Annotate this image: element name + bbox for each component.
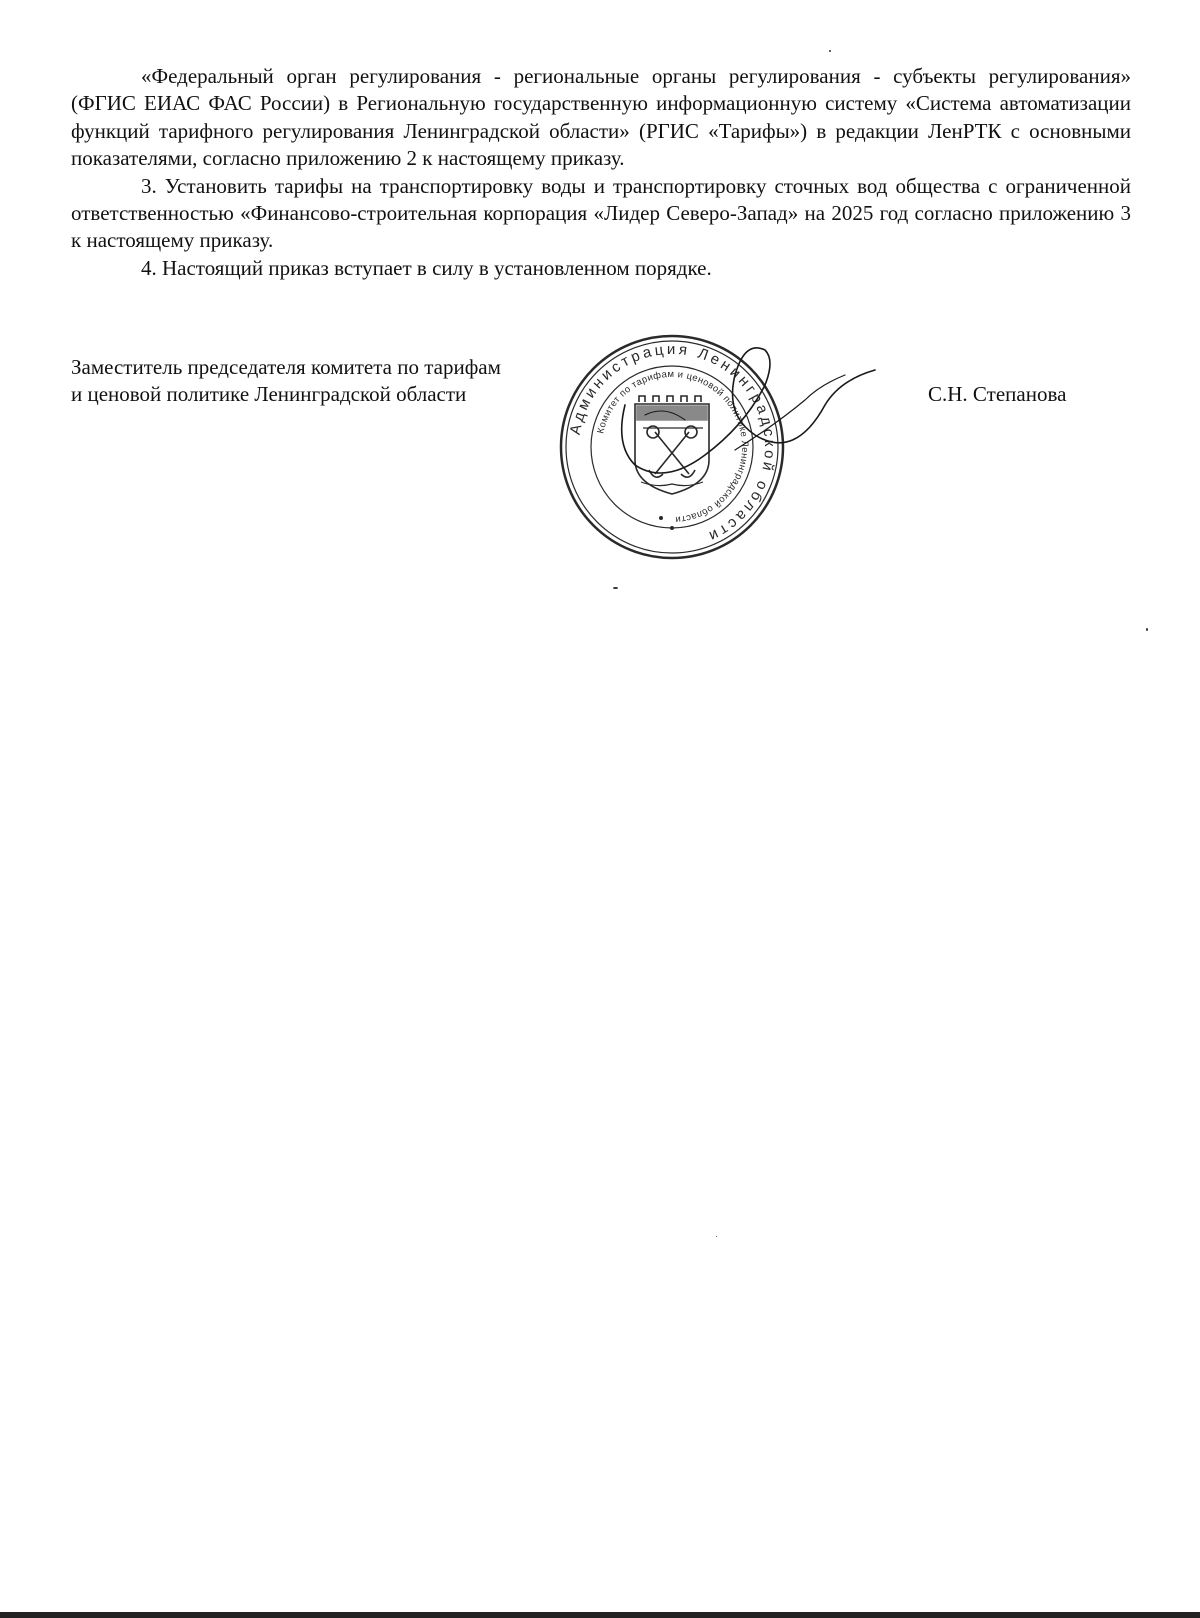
- handwritten-signature: [605, 345, 885, 505]
- signatory-position-line-2: и ценовой политике Ленинградской области: [71, 382, 467, 407]
- signatory-position-line-1: Заместитель председателя комитета по тарифам: [71, 355, 501, 379]
- scan-bottom-edge: [0, 1612, 1200, 1618]
- signatory-position: [71, 354, 501, 409]
- paragraph-continuation: «Федеральный орган регулирования - региональные органы регулирования - субъекты регулирования» (ФГИС ЕИАС ФАС России) в Региональную государственную информационную систему «Система автоматизации функций тарифного регулирования Ленинградской области» (РГИС «Тарифы») в редакции ЛенРТК с основными показателями, согласно приложению 2 к настоящему приказу.: [71, 64, 1131, 171]
- signatory-name: С.Н. Степанова: [928, 382, 1067, 406]
- paragraph-item-4: 4. Настоящий приказ вступает в силу в установленном порядке.: [141, 255, 712, 280]
- stamp-inner-text: Комитет по тарифам и ценовой политике Ленинградской области: [595, 368, 751, 525]
- stamp-outer-text: Администрация Ленинградской области: [566, 340, 779, 546]
- scan-speck: [613, 587, 618, 589]
- paragraph-item-3: 3. Установить тарифы на транспортировку воды и транспортировку сточных вод общества с ограниченной ответственностью «Финансово-строительная корпорация «Лидер Северо-Запад» на 2025 год согласно приложению 3 к настоящему приказу.: [71, 173, 1131, 253]
- document-body: [71, 63, 1131, 282]
- scan-speck: [1146, 628, 1148, 631]
- scan-speck: [829, 50, 831, 52]
- scan-speck: [716, 1236, 717, 1237]
